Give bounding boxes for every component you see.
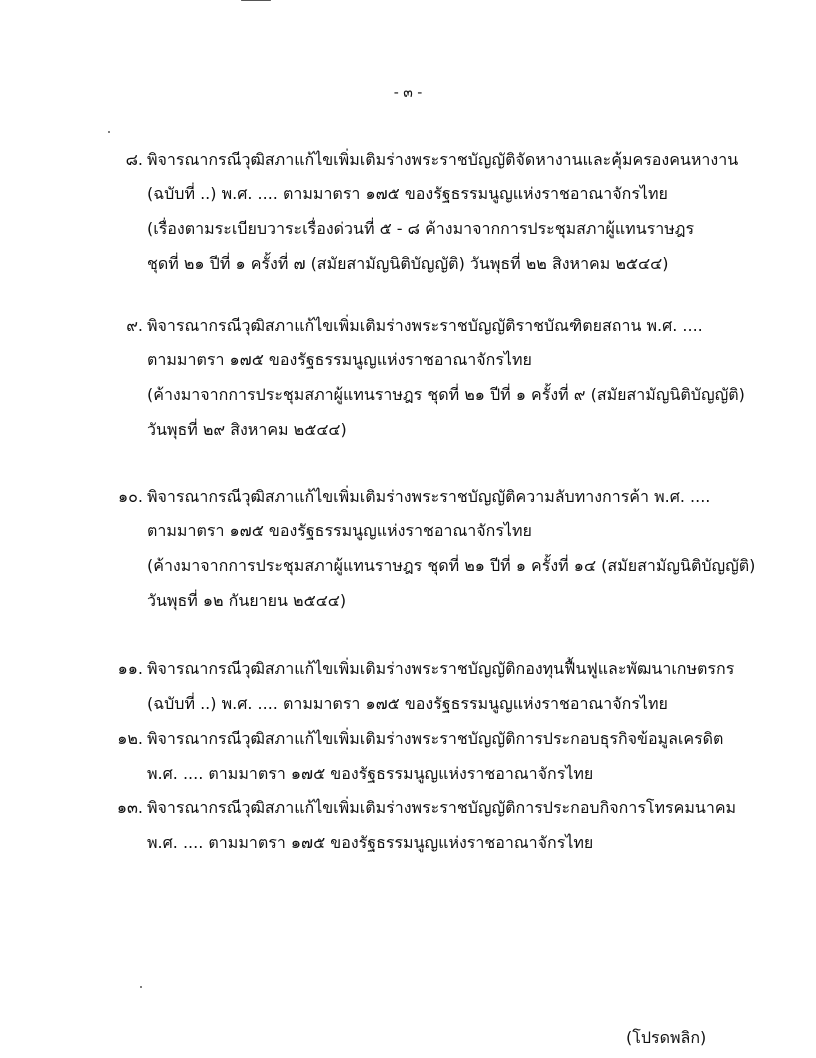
item-line: (ค้างมาจากการประชุมสภาผู้แทนราษฎร ชุดที่ ๒๑ ปีที่ ๑ ครั้งที่ ๑๔ (สมัยสามัญนิติบัญญัติ) <box>147 556 756 575</box>
page-footer: (โปรดพลิก) <box>626 1028 707 1047</box>
item-line: พิจารณากรณีวุฒิสภาแก้ไขเพิ่มเติมร่างพระราชบัญญัติการประกอบธุรกิจข้อมูลเครดิต <box>147 729 724 748</box>
item-line: พิจารณากรณีวุฒิสภาแก้ไขเพิ่มเติมร่างพระราชบัญญัติความลับทางการค้า พ.ศ. .... <box>147 487 711 506</box>
item-number: ๙. <box>126 316 143 335</box>
item-line: วันพุธที่ ๑๒ กันยายน ๒๕๔๔) <box>147 591 347 610</box>
item-line: พิจารณากรณีวุฒิสภาแก้ไขเพิ่มเติมร่างพระราชบัญญัติกองทุนฟื้นฟูและพัฒนาเกษตรกร <box>147 659 735 678</box>
item-line: (ค้างมาจากการประชุมสภาผู้แทนราษฎร ชุดที่ ๒๑ ปีที่ ๑ ครั้งที่ ๙ (สมัยสามัญนิติบัญญัติ) <box>147 385 745 404</box>
item-line: พ.ศ. .... ตามมาตรา ๑๗๕ ของรัฐธรรมนูญแห่งราชอาณาจักรไทย <box>147 833 594 852</box>
scan-speck <box>140 986 142 988</box>
scan-speck <box>108 131 110 133</box>
item-line: พ.ศ. .... ตามมาตรา ๑๗๕ ของรัฐธรรมนูญแห่งราชอาณาจักรไทย <box>147 764 594 783</box>
item-line: (ฉบับที่ ..) พ.ศ. .... ตามมาตรา ๑๗๕ ของรัฐธรรมนูญแห่งราชอาณาจักรไทย <box>147 694 668 713</box>
page-number: - ๓ - <box>393 85 423 101</box>
item-line: ชุดที่ ๒๑ ปีที่ ๑ ครั้งที่ ๗ (สมัยสามัญนิติบัญญัติ) วันพุธที่ ๒๒ สิงหาคม ๒๕๔๔) <box>147 254 669 273</box>
item-line: (เรื่องตามระเบียบวาระเรื่องด่วนที่ ๕ - ๘ ค้างมาจากการประชุมสภาผู้แทนราษฎร <box>147 219 695 238</box>
item-line: ตามมาตรา ๑๗๕ ของรัฐธรรมนูญแห่งราชอาณาจักรไทย <box>147 350 532 369</box>
item-number: ๑๓. <box>116 798 143 817</box>
item-number: ๑๑. <box>117 659 143 678</box>
item-line: พิจารณากรณีวุฒิสภาแก้ไขเพิ่มเติมร่างพระราชบัญญัติการประกอบกิจการโทรคมนาคม <box>147 798 737 817</box>
item-number: ๘. <box>125 150 143 169</box>
item-number: ๑๒. <box>117 729 143 748</box>
item-line: (ฉบับที่ ..) พ.ศ. .... ตามมาตรา ๑๗๕ ของรัฐธรรมนูญแห่งราชอาณาจักรไทย <box>147 184 668 203</box>
scan-speck <box>241 0 271 1</box>
item-line: พิจารณากรณีวุฒิสภาแก้ไขเพิ่มเติมร่างพระราชบัญญัติจัดหางานและคุ้มครองคนหางาน <box>147 150 739 169</box>
item-line: พิจารณากรณีวุฒิสภาแก้ไขเพิ่มเติมร่างพระราชบัญญัติราชบัณฑิตยสถาน พ.ศ. .... <box>147 316 703 335</box>
item-number: ๑๐. <box>117 487 143 506</box>
item-line: วันพุธที่ ๒๙ สิงหาคม ๒๕๔๔) <box>147 420 347 439</box>
item-line: ตามมาตรา ๑๗๕ ของรัฐธรรมนูญแห่งราชอาณาจักรไทย <box>147 521 532 540</box>
